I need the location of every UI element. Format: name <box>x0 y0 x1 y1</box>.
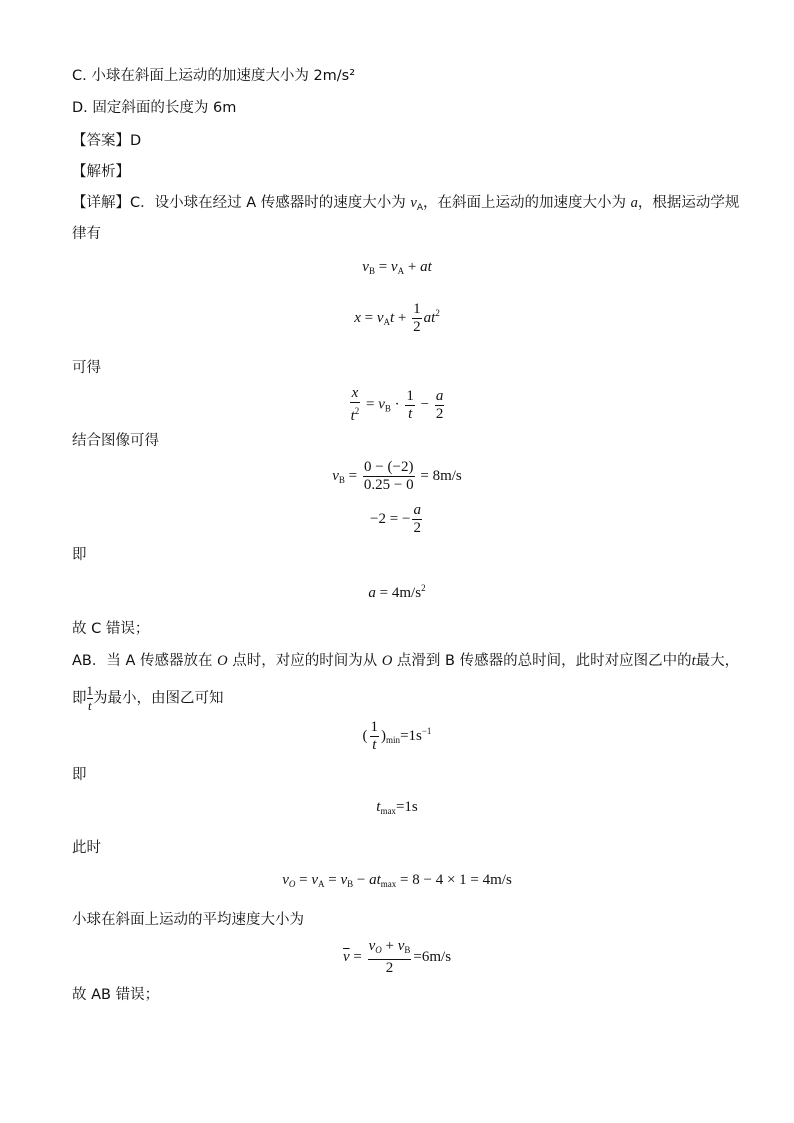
den: 2 <box>435 405 444 422</box>
eq-sign: = <box>295 872 312 888</box>
answer-value: D <box>130 133 142 149</box>
equation-vb <box>0 259 794 276</box>
minus: − <box>353 872 370 888</box>
option-d: D. 固定斜面的长度为 6m <box>72 100 237 116</box>
paren-open: ( <box>362 727 368 744</box>
result: = 4m/s <box>375 585 422 601</box>
var-a: a <box>369 872 377 888</box>
den: 2 <box>413 520 421 536</box>
sub-max: max <box>380 806 396 816</box>
ab-text-f: 为最小，由图乙可知 <box>93 690 224 707</box>
plus: + <box>381 938 398 954</box>
var-o: O <box>381 653 393 669</box>
text-ji-2: 即 <box>72 767 87 783</box>
detail-line-1 <box>72 193 739 218</box>
sub-a: A <box>383 316 390 327</box>
var-t: t <box>390 309 395 326</box>
fraction-a-2 <box>435 388 445 423</box>
equation-min <box>0 719 794 754</box>
fraction-slope <box>363 459 415 494</box>
eq-sign: = <box>344 467 361 484</box>
sub-b: B <box>404 945 411 955</box>
minus: − <box>416 396 433 413</box>
var-a: a <box>368 585 376 601</box>
sub-a: A <box>318 879 325 889</box>
var-x: x <box>354 309 361 326</box>
text-avg: 小球在斜面上运动的平均速度大小为 <box>72 912 304 928</box>
den: t <box>372 737 377 753</box>
var-v: v <box>332 467 339 484</box>
num: a <box>413 502 421 518</box>
result: =6m/s <box>413 948 452 965</box>
sub-b: B <box>338 474 345 485</box>
ab-text-b: 点时，对应的时间为从 <box>227 653 382 669</box>
eq-sign: = <box>362 396 379 413</box>
equation-vb-value <box>0 459 794 494</box>
den: t <box>408 405 413 422</box>
var-o: O <box>217 653 228 669</box>
sub-b: B <box>384 403 391 414</box>
fraction-half <box>412 301 422 336</box>
eq-sign: = <box>374 259 391 275</box>
answer-label: 【答案】 <box>72 133 130 149</box>
text-jiehe: 结合图像可得 <box>72 433 159 449</box>
eq-sign: = <box>349 948 366 965</box>
sub-max: max <box>380 879 397 889</box>
var-v: v <box>311 872 318 888</box>
var-v: v <box>390 259 398 275</box>
var-v-bar: $\overline{v}$ <box>342 948 350 965</box>
sub-min: min <box>386 734 401 745</box>
var-v: v <box>340 872 348 888</box>
num: 1 <box>370 719 379 735</box>
num <box>368 938 412 960</box>
var-v: v <box>368 938 376 954</box>
math-a: a <box>630 195 638 211</box>
lhs: −2 = − <box>370 510 411 527</box>
sub-o: O <box>288 879 296 889</box>
equation-x <box>0 301 794 336</box>
math-sub-a: A <box>416 203 423 213</box>
equation-intercept <box>0 502 794 537</box>
eq-sign: = <box>324 872 341 888</box>
detail-text-a: C．设小球在经过 A 传感器时的速度大小为 <box>130 195 411 211</box>
fraction-a-2 <box>412 502 422 537</box>
result: = 8m/s <box>416 467 462 484</box>
var-t: t <box>431 309 436 326</box>
sub-b: B <box>347 879 354 889</box>
var-v: v <box>378 396 385 413</box>
analysis-label: 【解析】 <box>72 164 130 180</box>
detail-label: 【详解】 <box>72 195 130 211</box>
exp: −1 <box>421 725 432 736</box>
text-ji-1: 即 <box>72 547 87 563</box>
ab-text-d: 最大， <box>695 653 740 669</box>
equation-a-value <box>0 583 794 602</box>
text-kede: 可得 <box>72 360 101 376</box>
den: 2 <box>413 319 421 335</box>
plus: + <box>394 309 411 326</box>
result: =1s <box>395 799 418 815</box>
dot: · <box>390 396 404 413</box>
num: 1 <box>406 387 414 404</box>
result: =1s <box>400 727 422 744</box>
text-gu-ab: 故 AB 错误； <box>72 987 160 1003</box>
math-v: v <box>410 195 417 211</box>
den: t <box>87 698 92 713</box>
detail-text-b: ，在斜面上运动的加速度大小为 <box>422 195 631 211</box>
var-v: v <box>397 938 405 954</box>
answer-line <box>72 131 141 151</box>
var-t: t <box>691 653 696 669</box>
var-t: t <box>427 259 432 275</box>
den: 2 <box>385 960 394 976</box>
equation-vavg <box>0 938 794 977</box>
fraction-x-t2 <box>350 385 361 425</box>
ab-text-a: AB．当 A 传感器放在 <box>72 653 218 669</box>
num: a <box>435 387 444 404</box>
var-v: v <box>362 259 369 275</box>
sub-o: O <box>375 945 382 955</box>
text-gu-c: 故 C 错误； <box>72 621 150 637</box>
exp: 2 <box>354 406 360 416</box>
sub-a: A <box>397 266 405 276</box>
var-v: v <box>282 872 289 888</box>
var-a: a <box>423 309 432 326</box>
var-t: t <box>376 872 381 888</box>
num: 1 <box>86 683 93 698</box>
ab-text-e: 即 <box>72 690 87 707</box>
ab-line-2 <box>72 684 224 713</box>
sub-b: B <box>368 266 375 276</box>
equation-x-over-t2 <box>0 385 794 425</box>
option-c: C. 小球在斜面上运动的加速度大小为 2m/s² <box>72 68 356 84</box>
detail-text-c: ，根据运动学规 <box>637 195 740 211</box>
equation-tmax <box>0 799 794 816</box>
plus: + <box>404 259 421 275</box>
paren-close: ) <box>381 727 387 744</box>
detail-line-2: 律有 <box>72 226 101 242</box>
fraction-1-t <box>370 719 380 754</box>
num: x <box>351 385 359 401</box>
var-v: v <box>376 309 384 326</box>
text-cishi: 此时 <box>72 840 101 856</box>
fraction-1-t <box>405 388 415 423</box>
den <box>350 403 361 425</box>
var-a: a <box>420 259 428 275</box>
result: = 8 − 4 × 1 = 4m/s <box>396 872 512 888</box>
ab-text-c: 点滑到 B 传感器的总时间，此时对应图乙中的 <box>392 653 692 669</box>
exp: 2 <box>435 307 440 318</box>
var-t: t <box>350 408 355 424</box>
equation-vo <box>0 872 794 889</box>
ab-line-1 <box>72 651 739 671</box>
eq-sign: = <box>360 309 377 326</box>
num: 0 − (−2) <box>364 459 414 475</box>
den: 0.25 − 0 <box>363 477 414 493</box>
num: 1 <box>413 301 421 317</box>
exp: 2 <box>421 583 426 593</box>
fraction-avg <box>368 938 412 977</box>
var-t: t <box>376 799 381 815</box>
